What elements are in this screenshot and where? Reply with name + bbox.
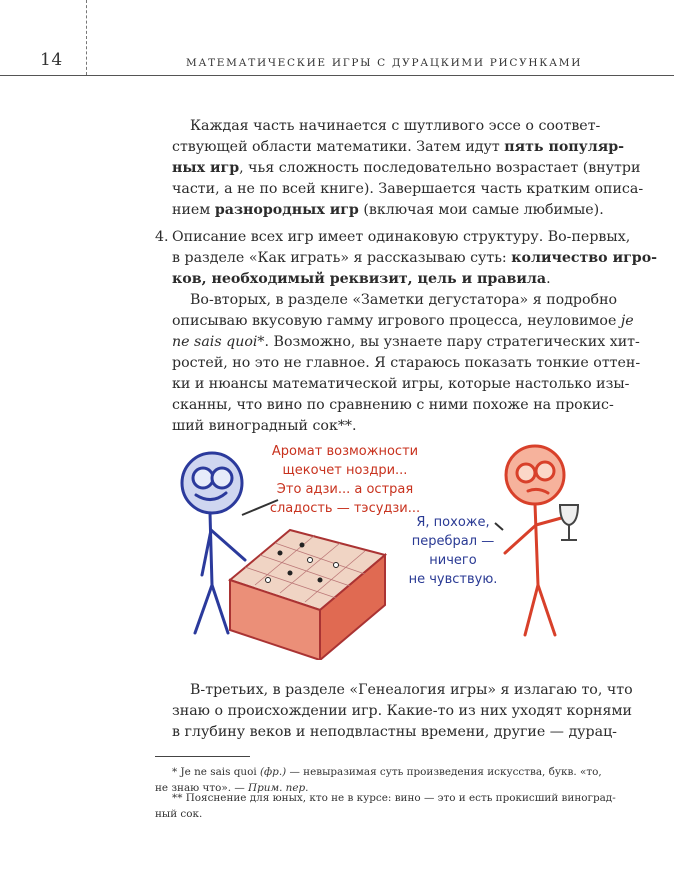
wine-glass-icon — [560, 505, 578, 540]
text-line: ростей, но это не главное. Я стараюсь показать тонкие оттен- — [172, 355, 641, 371]
text-line: знаю о происхождении игр. Какие-то из них уходят корнями — [172, 703, 632, 719]
running-title: МАТЕМАТИЧЕСКИЕ ИГРЫ С ДУРАЦКИМИ РИСУНКАМИ — [186, 57, 583, 69]
text-line: сканны, что вино по сравнению с ними похоже на прокис- — [172, 397, 614, 413]
text-line: Описание всех игр имеет одинаковую структуру. Во-первых, — [172, 229, 631, 245]
speech-line: ничего — [429, 553, 477, 568]
speech-line: Аромат возможности — [271, 444, 419, 459]
text-line: ных игр, чья сложность последовательно возрастает (внутри — [172, 160, 641, 176]
speech-line: не чувствую. — [408, 572, 498, 587]
text-line: в разделе «Как играть» я рассказываю суть: количество игро- — [172, 250, 658, 266]
header-dashed-divider — [86, 0, 87, 75]
text-line: части, а не по всей книге). Завершается часть кратким описа- — [172, 181, 644, 197]
footnote-2-cont: ный сок. — [155, 808, 203, 820]
text-line: В-третьих, в разделе «Генеалогия игры» я излагаю то, что — [190, 682, 633, 698]
speech-line: перебрал — — [411, 534, 495, 549]
text-line: Каждая часть начинается с шутливого эссе о соответ- — [190, 118, 601, 134]
speech-text-red-figure — [407, 513, 499, 589]
text-line: ков, необходимый реквизит, цель и правила. — [172, 271, 551, 287]
speech-line: сладость — тэсудзи... — [269, 501, 421, 516]
page-number: 14 — [40, 50, 63, 70]
text-line: Во-вторых, в разделе «Заметки дегустатора» я подробно — [190, 292, 618, 308]
text-line: в глубину веков и неподвластны времени, другие — дурац- — [172, 724, 617, 740]
text-line: ки и нюансы математической игры, которые настолько изы- — [172, 376, 630, 392]
footnote-1-cont: не знаю что». — Прим. пер. — [155, 782, 309, 794]
list-number: 4. — [155, 229, 169, 245]
speech-line: Я, похоже, — [416, 515, 490, 530]
text-line: ne sais quoi*. Возможно, вы узнаете пару стратегических хит- — [172, 334, 640, 350]
speech-line: щекочет ноздри... — [282, 463, 408, 478]
speech-line: Это адзи... а острая — [276, 482, 414, 497]
text-line: ствующей области математики. Затем идут пять популяр- — [172, 139, 625, 155]
text-line: нием разнородных игр (включая мои самые любимые). — [172, 202, 604, 218]
text-line: ший виноградный сок**. — [172, 418, 357, 434]
footnote-rule — [155, 756, 250, 757]
go-board — [230, 530, 385, 660]
footnote-1: * Je ne sais quoi (фр.) — невыразимая суть произведения искусства, букв. «то, — [172, 766, 602, 778]
text-line: описываю вкусовую гамму игрового процесса, неуловимое je — [172, 313, 634, 329]
speech-text-blue-figure — [265, 442, 425, 518]
header-rule — [0, 75, 674, 76]
footnote-2: ** Пояснение для юных, кто не в курсе: вино — это и есть прокисший виноград- — [172, 792, 616, 804]
red-stick-figure — [505, 446, 565, 635]
